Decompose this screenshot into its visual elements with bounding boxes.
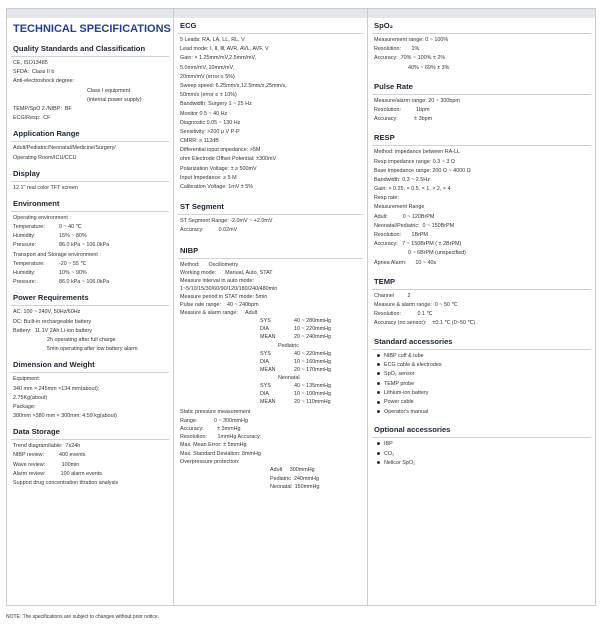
- environment-row: Humidity: 15% ~ 80%: [13, 233, 87, 240]
- standard-accessories-heading: Standard accessories: [374, 336, 453, 346]
- environment-heading: Environment: [13, 198, 60, 208]
- dimension-heading: Dimension and Weight: [13, 360, 95, 370]
- resp-heading: RESP: [374, 133, 395, 143]
- divider: [11, 372, 169, 373]
- resp-indent-line: 0 ~ 6BrPM (unspecified): [408, 250, 466, 257]
- footnote: NOTE: The specifications are subject to changes without prior notice.: [6, 614, 160, 620]
- spo2-line: Accuracy: 70% ~ 100% ± 2%: [374, 55, 446, 62]
- resp-line: Apnea Alarm: 10 ~ 40s: [374, 259, 437, 266]
- pulse-line: Resolution: 1bpm: [374, 106, 430, 113]
- environment-row: Temperature: -20 ~ 55 ℃: [13, 260, 87, 267]
- nibp-range-row: MEAN 20 ~ 110mmHg: [260, 399, 331, 406]
- divider: [372, 349, 591, 350]
- nibp-range-row: DIA 10 ~ 160mmHg: [260, 358, 332, 365]
- nibp-line: 1~5/10/15/30/60/90/120/180/240/480min: [180, 285, 278, 292]
- storage-line: Support drug concentration titration analysis: [13, 480, 119, 486]
- nibp-static-line: Resolution: 1mmHg Accuracy:: [180, 434, 262, 441]
- divider: [11, 305, 169, 306]
- bullet-icon: [377, 452, 380, 455]
- environment-row: Pressure: 86.0 kPa ~ 106.0kPa: [13, 242, 110, 249]
- bullet-icon: [377, 442, 380, 445]
- nibp-static-line: Max. Standard Deviation: 8mmHg: [180, 450, 261, 457]
- optional-accessories-heading: Optional accessories: [374, 425, 451, 435]
- divider: [11, 439, 169, 440]
- spec-sheet: [6, 8, 596, 606]
- resp-line: Method: impedance between RA-LL: [374, 149, 461, 156]
- bullet-icon: [377, 391, 380, 394]
- resp-line: Base impedance range: 200 Ω ~ 4000 Ω: [374, 167, 471, 174]
- ecg-line: Polarization Voltage: ± ≥ 500mV: [180, 165, 257, 172]
- ecg-line: CMRR: ≥ 112dB: [180, 138, 219, 145]
- power-line: AC: 100 ~ 240V, 50Hz/60Hz: [13, 309, 81, 316]
- environment-row: Humidity: 10% ~ 90%: [13, 270, 87, 276]
- ecg-line: Sweep speed: 6.25mm/s,12.5mm/s,25mm/s,: [180, 82, 287, 89]
- list-item: CO₂: [368, 450, 595, 459]
- display-heading: Display: [13, 168, 41, 178]
- nibp-line: Method: Oscillometry: [180, 261, 239, 268]
- resp-line: Adult: 0 ~ 120BrPM: [374, 213, 435, 220]
- bullet-icon: [377, 410, 380, 413]
- nibp-line: Working mode: Manual, Auto, STAT: [180, 269, 273, 276]
- ecg-line: 5.0mm/mV, 10mm/mV,: [180, 64, 235, 71]
- ecg-heading: ECG: [180, 21, 197, 30]
- ecg-line: Calibration Voltage: 1mV ± 5%: [180, 184, 254, 190]
- ecg-line: Input Impedance: ≥ 5 M: [180, 174, 237, 181]
- dimension-line: Package:: [13, 403, 36, 410]
- spo2-heading: SpO₂: [374, 21, 393, 30]
- environment-row: Temperature: 0 ~ 40 ℃: [13, 224, 82, 231]
- list-item: Lithium-ion battery: [368, 389, 595, 398]
- ecg-line: 5 Leads: RA, LA, LL, RL, V: [180, 37, 245, 43]
- temp-line: Resolution: 0.1 ℃: [374, 311, 433, 318]
- quality-line: TEMP/SpO 2 /NIBP: BF: [13, 105, 72, 112]
- temp-heading: TEMP: [374, 276, 396, 286]
- page-title: TECHNICAL SPECIFICATIONS: [13, 23, 171, 35]
- column-left: [7, 9, 173, 605]
- resp-line: Neonatal/Pediatric: 0 ~ 150BrPM: [374, 222, 455, 229]
- nibp-range-row: SYS 40 ~ 280mmHg: [260, 318, 332, 325]
- ecg-line: Gain: × 1.25mm/mV,2.5mm/mV,: [180, 55, 257, 62]
- st-heading: ST Segment: [180, 202, 224, 212]
- spo2-line: Measurement range: 0 ~ 100%: [374, 37, 449, 43]
- list-item: Nellcor SpO₂: [368, 459, 595, 468]
- storage-heading: Data Storage: [13, 427, 60, 437]
- nibp-overpressure-line: Neonatal 150mmHg: [270, 483, 320, 490]
- storage-line: NIBP review: 400 events: [13, 452, 86, 459]
- power-line: DC: Built-in rechargeable battery: [13, 318, 92, 325]
- application-heading: Application Range: [13, 129, 80, 139]
- resp-line: Resp rate:: [374, 195, 399, 202]
- column-middle: [173, 9, 367, 605]
- ecg-line: Monitor 0.5 ~ 40 Hz: [180, 110, 228, 117]
- power-indent-line: 2h operating after full charge: [47, 336, 116, 343]
- power-heading: Power Requirements: [13, 293, 89, 303]
- quality-line: SFDA: Class II b: [13, 69, 55, 76]
- dimension-line: 340 mm × 245mm ×134 mm(about);: [13, 385, 100, 392]
- divider: [372, 289, 591, 290]
- power-line: Battery: 11.1V 2Ah Li-ion battery: [13, 327, 93, 334]
- dimension-line: Equipment:: [13, 376, 41, 383]
- quality-line: Anti-electroshock degree:: [13, 78, 75, 85]
- nibp-overpressure-line: Adult 300mmHg: [270, 467, 315, 474]
- ecg-line: Differential input impedance: >5M: [180, 147, 261, 154]
- divider: [178, 33, 363, 34]
- pulse-line: Measure/alarm range: 20 ~ 300bpm: [374, 97, 460, 104]
- resp-line: Bandwidth: 0.3 ~ 2.5Hz: [374, 176, 430, 183]
- storage-line: Alarm review: 100 alarm events: [13, 470, 102, 477]
- ecg-line: Diagnostic 0.05 ~ 130 Hz: [180, 119, 241, 126]
- nibp-heading: NIBP: [180, 245, 199, 255]
- bullet-icon: [377, 363, 380, 366]
- nibp-line: Pulse rate range: 40 ~ 240bpm: [180, 302, 259, 309]
- resp-line: Accuracy: 7 ~ 150BrPM ( ± 2BrPM): [374, 241, 462, 248]
- nibp-range-row: MEAN 20 ~ 170mmHg: [260, 366, 332, 373]
- list-item: IBP: [368, 440, 595, 449]
- resp-line: Measurement Range: [374, 204, 425, 211]
- bullet-icon: [377, 401, 380, 404]
- resp-line: Resp impedance range: 0.3 ~ 3 Ω: [374, 158, 455, 165]
- environment-subtitle: Operating environment :: [13, 214, 71, 221]
- spo2-indent-line: 40% ~ 69% ± 3%: [408, 64, 450, 71]
- nibp-line: Measure interval in auto mode:: [180, 277, 255, 284]
- quality-indent-line: (internal power supply): [87, 96, 142, 103]
- st-line: ST Segment Range: -2.0mV ~ +2.0mV: [180, 218, 273, 225]
- divider: [372, 33, 591, 34]
- nibp-range-row: DIA 10 ~ 220mmHg: [260, 326, 332, 333]
- nibp-overpressure-line: Pediatric 240mmHg: [270, 475, 319, 482]
- bullet-icon: [377, 354, 380, 357]
- list-item: Power cable: [368, 398, 595, 407]
- resp-line: Gain: × 0.25, × 0.5, × 1, × 2, × 4: [374, 186, 451, 193]
- storage-line: Trend diagram/table: 7x24h: [13, 443, 81, 450]
- divider: [372, 94, 591, 95]
- ecg-line: 20mm/mV (error ≤ 5%): [180, 73, 235, 80]
- nibp-range-row: MEAN 20 ~ 240mmHg: [260, 334, 332, 341]
- bullet-icon: [377, 382, 380, 385]
- ecg-line: Bandwidth: Surgery 1 ~ 25 Hz: [180, 101, 252, 108]
- list-item: Operator's manual: [368, 408, 595, 417]
- list-item: SpO₂ sensor: [368, 370, 595, 379]
- divider: [11, 181, 169, 182]
- list-item: TEMP probe: [368, 380, 595, 389]
- nibp-range-row: SYS 40 ~ 220mmHg: [260, 350, 332, 357]
- environment-row: Pressure: 86.0 kPa ~ 106.0kPa: [13, 279, 110, 286]
- quality-line: CE, ISO13485: [13, 60, 48, 66]
- temp-line: Channel 2: [374, 292, 411, 299]
- power-indent-line: 5min operating after low battery alarm: [47, 346, 138, 353]
- nibp-range-row: SYS 40 ~ 135mmHg: [260, 382, 332, 389]
- nibp-line: Measure period in STAT mode: 5min: [180, 293, 268, 300]
- column-right: [367, 9, 595, 605]
- nibp-static-line: Range: 0 ~ 300mmHg: [180, 417, 248, 424]
- quality-heading: Quality Standards and Classification: [13, 44, 146, 53]
- nibp-range-row: DIA 10 ~ 100mmHg: [260, 391, 332, 398]
- bullet-icon: [377, 372, 380, 375]
- bullet-icon: [377, 461, 380, 464]
- list-item: NIBP cuff & tube: [368, 352, 595, 361]
- divider: [372, 145, 591, 146]
- pulse-heading: Pulse Rate: [374, 81, 413, 91]
- nibp-static-line: Accuracy: ± 3mmHg: [180, 425, 241, 432]
- divider: [11, 56, 169, 57]
- dimension-line: 2.75Kg(about): [13, 394, 48, 401]
- divider: [11, 141, 169, 142]
- top-band: [174, 9, 367, 18]
- quality-line: ECG/Resp: CF: [13, 115, 51, 122]
- dimension-line: 380mm ×380 mm × 300mm; 4.59 kg(about): [13, 413, 117, 420]
- nibp-group-label: Pediatric: [278, 342, 299, 349]
- ecg-line: ohm Electrode Offset Potential: ±300mV: [180, 156, 277, 163]
- storage-line: Wave review: 100min: [13, 461, 80, 468]
- top-band: [368, 9, 595, 18]
- application-line: Operating Room/ICU/CCU: [13, 154, 77, 161]
- temp-line: Accuracy (no sensor): ±0.1 ℃ (0~50 ℃): [374, 320, 476, 327]
- nibp-static-line: Max. Mean Error: ± 5mmHg: [180, 442, 247, 449]
- divider: [372, 437, 591, 438]
- environment-subtitle: Transport and Storage environment :: [13, 251, 101, 258]
- nibp-static-line: Static pressure measurement: [180, 409, 251, 416]
- top-band: [7, 9, 173, 18]
- nibp-static-line: Overpressure protection:: [180, 459, 240, 466]
- divider: [11, 211, 169, 212]
- pulse-line: Accuracy: ± 3bpm: [374, 116, 433, 123]
- application-line: Adult/Pediatric/Neonatal/Medicine/Surgery/: [13, 145, 116, 152]
- quality-indent-line: Class I equipment: [87, 87, 131, 94]
- divider: [178, 214, 363, 215]
- spo2-line: Resolution: 1%: [374, 46, 420, 53]
- nibp-line: Measure & alarm range: Adult: [180, 310, 258, 317]
- ecg-line: Sensitivity: >200 μ V P-P: [180, 128, 240, 135]
- ecg-line: Lead mode: Ⅰ, Ⅱ, Ⅲ, AVR, AVL, AVF, V: [180, 46, 269, 53]
- temp-line: Measure & alarm range: 0 ~ 50 ℃: [374, 301, 458, 308]
- ecg-line: 50mm/s (error ≤ ± 10%): [180, 92, 237, 99]
- list-item: ECG cable & electrodes: [368, 361, 595, 370]
- divider: [178, 258, 363, 259]
- resp-line: Resolution: 1BrPM: [374, 232, 428, 238]
- nibp-group-label: Neonatal: [278, 374, 300, 381]
- display-line: 12.1" real color TFT screen: [13, 184, 78, 191]
- st-line: Accuracy: 0.02mV: [180, 227, 238, 234]
